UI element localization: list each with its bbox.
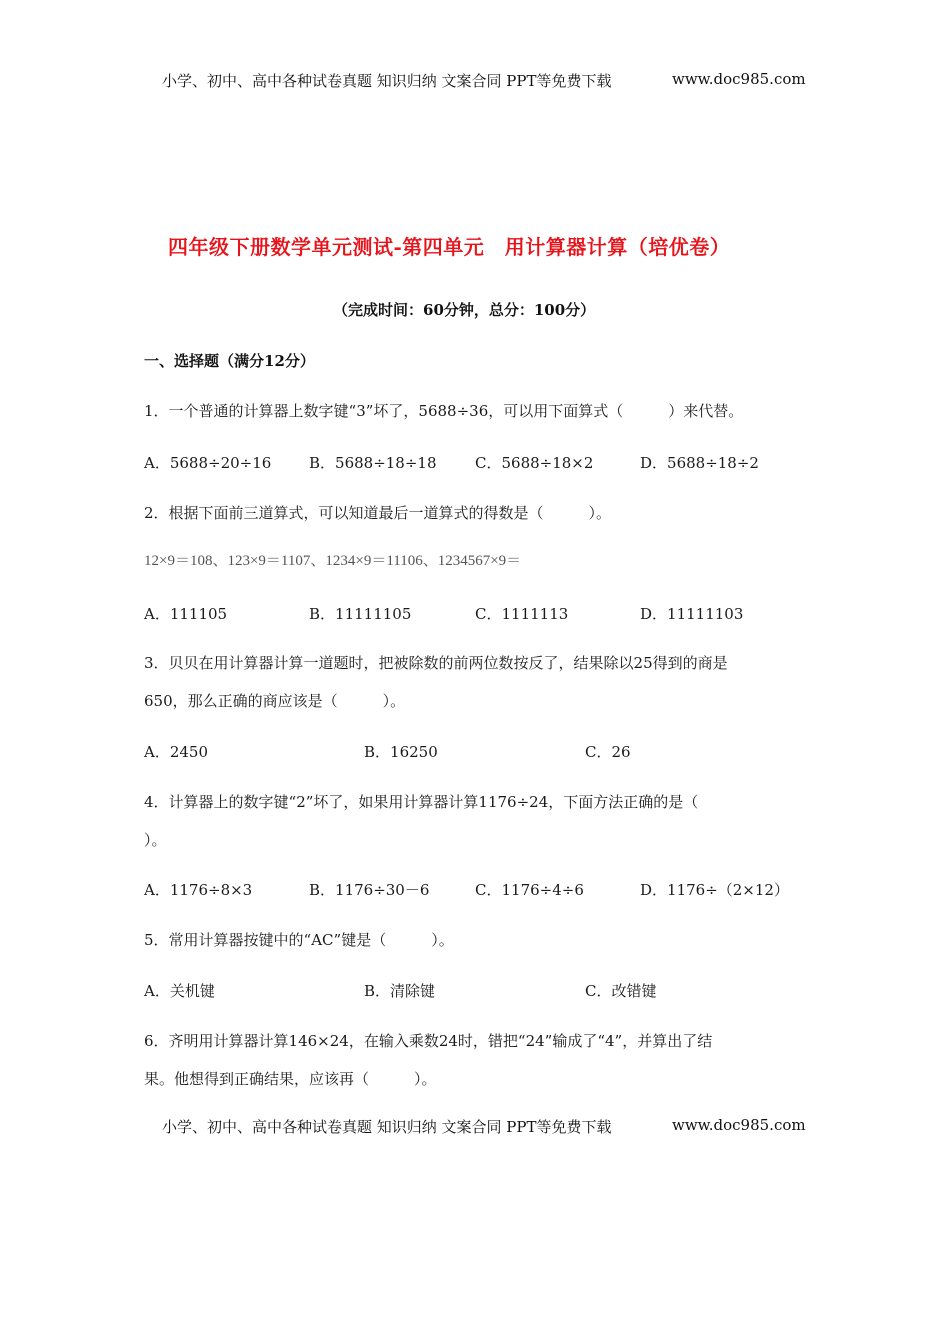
q5-option-c: C．改错键 — [585, 982, 657, 1000]
section-heading: 一、选择题（满分12分） — [144, 352, 315, 370]
question-6-text-line2: 果。他想得到正确结果，应该再（ ）。 — [144, 1070, 437, 1088]
question-2-text: 2．根据下面前三道算式，可以知道最后一道算式的得数是（ ）。 — [144, 504, 612, 522]
q2-option-d: D．11111103 — [640, 605, 744, 623]
q4-option-b: B．1176÷30－6 — [309, 881, 430, 899]
q2-sequence: 12×9＝108、123×9＝1107、1234×9＝11106、1234567×9＝ — [144, 553, 522, 569]
q2-option-b: B．11111105 — [309, 605, 412, 623]
question-3-text-line2: 650，那么正确的商应该是（ ）。 — [144, 692, 406, 710]
q2-option-c: C．1111113 — [475, 605, 569, 623]
q1-option-a: A．5688÷20÷16 — [144, 454, 272, 472]
q4-option-a: A．1176÷8×3 — [144, 881, 253, 899]
q5-option-b: B．清除键 — [364, 982, 436, 1000]
q3-option-c: C．26 — [585, 743, 631, 761]
question-6-text-line1: 6．齐明用计算器计算146×24，在输入乘数24时，错把“24”输成了“4”，并算出了结 — [144, 1032, 713, 1050]
question-5-text: 5．常用计算器按键中的“AC”键是（ ）。 — [144, 931, 454, 949]
question-3-text-line1: 3．贝贝在用计算器计算一道题时，把被除数的前两位数按反了，结果除以25得到的商是 — [144, 654, 728, 672]
question-4-text-line2: ）。 — [144, 831, 167, 849]
footer-site-link[interactable]: www.doc985.com — [672, 1116, 806, 1134]
q1-option-d: D．5688÷18÷2 — [640, 454, 759, 472]
q3-option-b: B．16250 — [364, 743, 438, 761]
question-4-text-line1: 4．计算器上的数字键“2”坏了，如果用计算器计算1176÷24，下面方法正确的是（ — [144, 793, 699, 811]
page-title: 四年级下册数学单元测试-第四单元 用计算器计算（培优卷） — [168, 235, 731, 259]
header-site-link[interactable]: www.doc985.com — [672, 70, 806, 88]
q1-option-c: C．5688÷18×2 — [475, 454, 594, 472]
footer-text: 小学、初中、高中各种试卷真题 知识归纳 文案合同 PPT等免费下载 — [162, 1118, 612, 1136]
q2-option-a: A．111105 — [144, 605, 228, 623]
header-text: 小学、初中、高中各种试卷真题 知识归纳 文案合同 PPT等免费下载 — [162, 72, 612, 90]
q4-option-d: D．1176÷（2×12） — [640, 881, 789, 899]
q4-option-c: C．1176÷4÷6 — [475, 881, 584, 899]
q5-option-a: A．关机键 — [144, 982, 215, 1000]
q1-option-b: B．5688÷18÷18 — [309, 454, 437, 472]
question-1-text: 1．一个普通的计算器上数字键“3”坏了，5688÷36，可以用下面算式（ ）来代替。 — [144, 402, 744, 420]
q3-option-a: A．2450 — [144, 743, 209, 761]
page-subtitle: （完成时间：60分钟，总分：100分） — [333, 301, 596, 319]
